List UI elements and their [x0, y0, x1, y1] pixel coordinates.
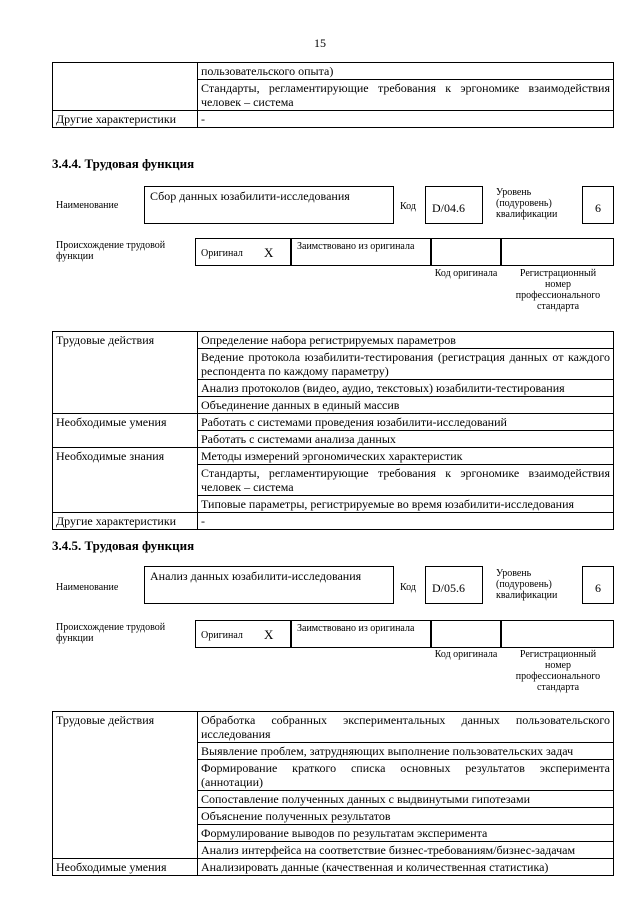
- name-value: Анализ данных юзабилити-исследования: [150, 569, 362, 583]
- borrowed-box: [291, 238, 431, 266]
- reg-num-label: Регистрационный номер профессионального стандарта: [515, 649, 601, 693]
- table-cell-value: Обработка собранных экспериментальных данных пользовательского исследования: [198, 712, 614, 743]
- page-number: 15: [314, 36, 326, 50]
- code-label: Код: [400, 582, 416, 593]
- table-row: [53, 414, 614, 431]
- code-box: [425, 186, 483, 224]
- table-row: [53, 712, 614, 743]
- original-mark: X: [264, 627, 274, 642]
- table-row: [53, 332, 614, 349]
- table-cell-value: -: [198, 111, 614, 128]
- table-cell-value: Анализ интерфейса на соответствие бизнес-требованиям/бизнес-задачам: [198, 842, 614, 859]
- table-cell-value: Стандарты, регламентирующие требования к эргономике взаимодействия человек – система: [198, 465, 614, 496]
- name-label: Наименование: [56, 200, 119, 211]
- other-label: Другие характеристики: [53, 513, 198, 530]
- table-cell-value: Стандарты, регламентирующие требования к эргономике взаимодействия человек – система: [198, 80, 614, 111]
- table-cell-value: Выявление проблем, затрудняющих выполнение пользовательских задач: [198, 743, 614, 760]
- top-table: [52, 62, 614, 128]
- code-label: Код: [400, 201, 416, 212]
- function-345-table: [52, 711, 614, 876]
- original-box: [195, 238, 291, 266]
- code-orig-box: [431, 620, 501, 648]
- reg-num-label: Регистрационный номер профессионального стандарта: [515, 268, 601, 312]
- reg-num-box: [501, 238, 614, 266]
- borrowed-label: Заимствовано из оригинала: [297, 241, 415, 252]
- original-mark: X: [264, 245, 274, 260]
- table-cell-value: Работать с системами проведения юзабилити-исследований: [198, 414, 614, 431]
- table-row: [53, 111, 614, 128]
- code-orig-box: [431, 238, 501, 266]
- table-cell-value: Методы измерений эргономических характеристик: [198, 448, 614, 465]
- code-orig-label: Код оригинала: [434, 268, 498, 279]
- table-cell-value: пользовательского опыта): [198, 63, 614, 80]
- knowledge-label: Необходимые знания: [53, 448, 198, 513]
- table-row: [53, 63, 614, 80]
- section-heading-345: 3.4.5. Трудовая функция: [52, 538, 195, 553]
- table-row: [53, 513, 614, 530]
- skills-label: Необходимые умения: [53, 859, 198, 876]
- table-cell-value: Определение набора регистрируемых параметров: [198, 332, 614, 349]
- code-value: D/04.6: [432, 201, 465, 215]
- table-cell-value: Формулирование выводов по результатам эксперимента: [198, 825, 614, 842]
- table-cell-value: Ведение протокола юзабилити-тестирования (регистрация данных от каждого респондента по каждому параметру): [198, 349, 614, 380]
- original-label: Оригинал: [201, 248, 243, 259]
- section-heading-344: 3.4.4. Трудовая функция: [52, 156, 195, 171]
- table-cell-value: Анализировать данные (качественная и количественная статистика): [198, 859, 614, 876]
- table-cell-value: Объединение данных в единый массив: [198, 397, 614, 414]
- name-label: Наименование: [56, 582, 119, 593]
- table-cell-value: Типовые параметры, регистрируемые во время юзабилити-исследования: [198, 496, 614, 513]
- labor-actions-label: Трудовые действия: [53, 332, 198, 414]
- name-box: [144, 566, 394, 604]
- level-label: Уровень (подуровень) квалификации: [496, 568, 558, 601]
- reg-num-box: [501, 620, 614, 648]
- table-cell-value: Работать с системами анализа данных: [198, 431, 614, 448]
- table-row: [53, 448, 614, 465]
- original-label: Оригинал: [201, 630, 243, 641]
- labor-actions-label: Трудовые действия: [53, 712, 198, 859]
- level-value: 6: [595, 581, 601, 595]
- skills-label: Необходимые умения: [53, 414, 198, 448]
- table-cell-value: Анализ протоколов (видео, аудио, текстовых) юзабилити-тестирования: [198, 380, 614, 397]
- name-box: [144, 186, 394, 224]
- code-orig-label: Код оригинала: [434, 649, 498, 660]
- level-box: [582, 186, 614, 224]
- table-cell-label: [53, 63, 198, 111]
- original-box: [195, 620, 291, 648]
- level-label: Уровень (подуровень) квалификации: [496, 187, 558, 220]
- name-value: Сбор данных юзабилити-исследования: [150, 189, 350, 203]
- table-cell-value: Объяснение полученных результатов: [198, 808, 614, 825]
- level-box: [582, 566, 614, 604]
- origin-label: Происхождение трудовой функции: [56, 622, 166, 644]
- code-value: D/05.6: [432, 581, 465, 595]
- function-344-table: [52, 331, 614, 530]
- table-cell-value: Сопоставление полученных данных с выдвинутыми гипотезами: [198, 791, 614, 808]
- table-cell-label: Другие характеристики: [53, 111, 198, 128]
- origin-label: Происхождение трудовой функции: [56, 240, 166, 262]
- level-value: 6: [595, 201, 601, 215]
- table-row: [53, 859, 614, 876]
- borrowed-label: Заимствовано из оригинала: [297, 623, 415, 634]
- borrowed-box: [291, 620, 431, 648]
- code-box: [425, 566, 483, 604]
- table-cell-value: -: [198, 513, 614, 530]
- table-cell-value: Формирование краткого списка основных результатов эксперимента (аннотации): [198, 760, 614, 791]
